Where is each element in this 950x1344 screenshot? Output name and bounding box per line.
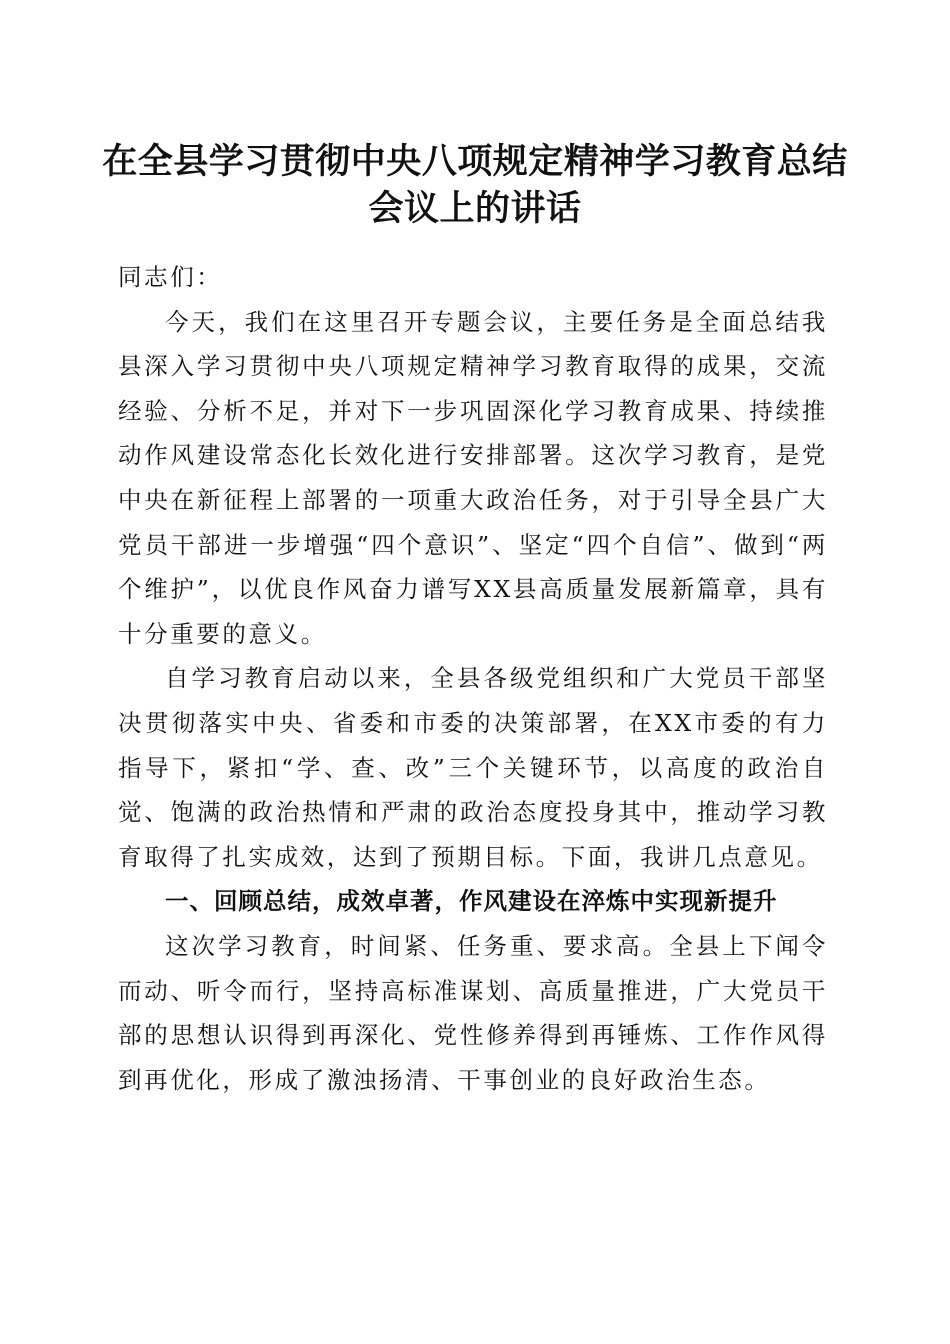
paragraph-opening: 今天，我们在这里召开专题会议，主要任务是全面总结我县深入学习贯彻中央八项规定精神学习教育取得的成果，交流经验、分析不足，并对下一步巩固深化学习教育成果、持续推动作风建设常态化长效化进行安排部署。这次学习教育，是党中央在新征程上部署的一项重大政治任务，对于引导全县广大党员干部进一步增强“四个意识”、坚定“四个自信”、做到“两个维护”，以优良作风奋力谱写XX县高质量发展新篇章，具有十分重要的意义。 (118, 307, 828, 648)
paragraph-section-one: 这次学习教育，时间紧、任务重、要求高。全县上下闻令而动、听令而行，坚持高标准谋划、高质量推进，广大党员干部的思想认识得到再深化、党性修养得到再锤炼、工作作风得到再优化，形成了激浊扬清、干事创业的良好政治生态。 (118, 931, 828, 1094)
document-body (118, 255, 828, 1102)
document-title: 在全县学习贯彻中央八项规定精神学习教育总结会议上的讲话 (102, 141, 848, 229)
salutation: 同志们： (118, 263, 223, 291)
paragraph-progress: 自学习教育启动以来，全县各级党组织和广大党员干部坚决贯彻落实中央、省委和市委的决策部署，在XX市委的有力指导下，紧扣“学、查、改”三个关键环节，以高度的政治自觉、饱满的政治热情和严肃的政治态度投身其中，推动学习教育取得了扎实成效，达到了预期目标。下面，我讲几点意见。 (118, 664, 828, 871)
section-heading: 一、回顾总结，成效卓著，作风建设在淬炼中实现新提升 (165, 887, 778, 916)
